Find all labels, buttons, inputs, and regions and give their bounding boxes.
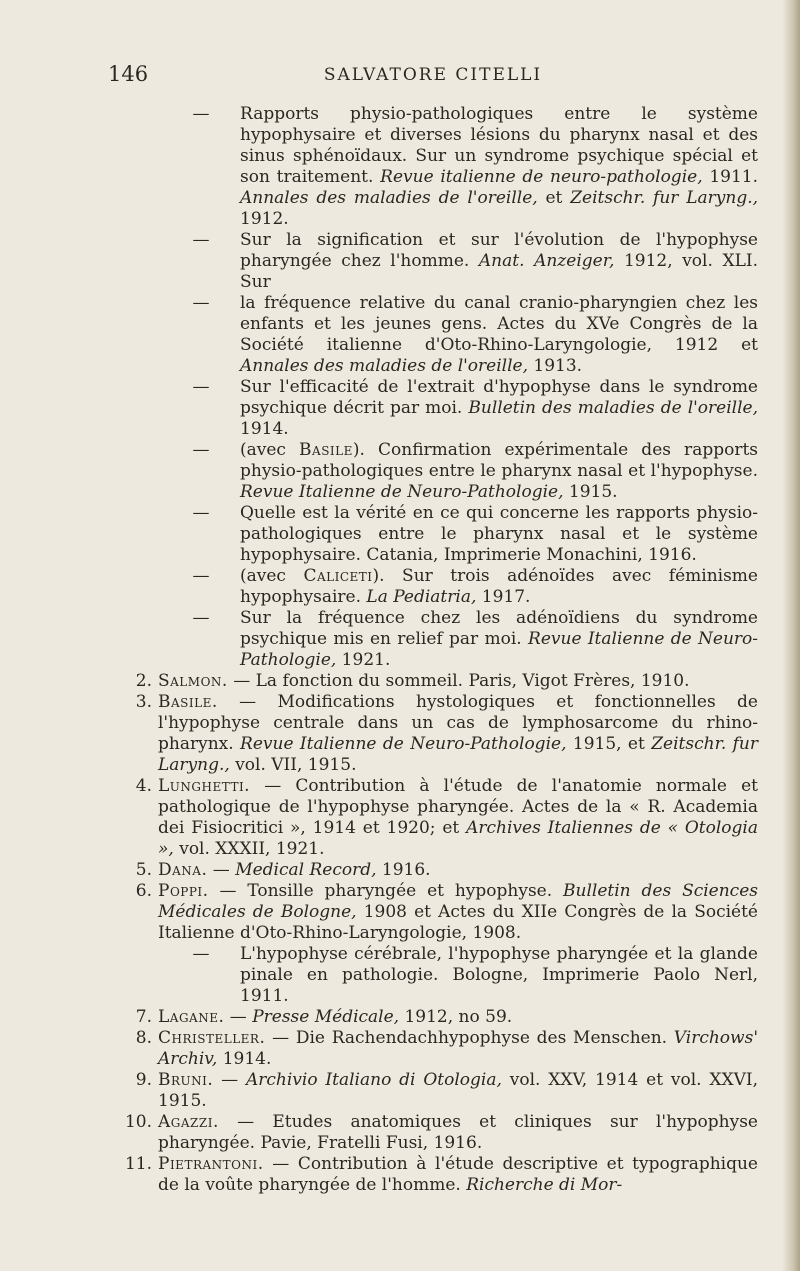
entry-text: 1911. xyxy=(702,167,758,187)
entry-text: 1917. xyxy=(476,587,531,607)
entry-number: 2. xyxy=(135,671,152,691)
reference-subentry xyxy=(108,293,758,377)
citation-title: Revue Italienne de Neuro-Pathologie, xyxy=(240,629,758,670)
reference-entry xyxy=(108,1028,758,1070)
reference-entry xyxy=(108,776,758,860)
entry-text: Sur l'efficacité de l'extrait d'hypophyse dans le syndrome psychique décrit par moi. xyxy=(240,377,758,418)
entry-text: vol. VII, 1915. xyxy=(229,755,357,775)
entry-text: 1916. xyxy=(376,860,431,880)
author-name: Christeller. xyxy=(158,1028,266,1048)
entry-text: — Etudes anatomiques et cliniques sur l'hypophyse pharyngée. Pavie, Fratelli Fusi, 1916. xyxy=(158,1112,758,1153)
entry-text: L'hypophyse cérébrale, l'hypophyse pharyngée et la glande pinale en pathologie. Bologne, Imprimerie Paolo Nerl, 1911. xyxy=(240,944,758,1006)
author-name: Bruni. xyxy=(158,1070,214,1090)
reference-subentry xyxy=(108,377,758,440)
entry-number: 9. xyxy=(135,1070,152,1090)
author-name: Pietrantoni. xyxy=(158,1154,264,1174)
citation-title: Revue italienne de neuro-pathologie, xyxy=(380,167,703,187)
entry-number: 4. xyxy=(135,776,152,796)
entry-text: Sur la signification et sur l'évolution de l'hypophyse pharyngée chez l'homme. xyxy=(240,230,758,271)
entry-text: (avec xyxy=(240,566,304,586)
citation-title: Annales des maladies de l'oreille, xyxy=(240,188,538,208)
entry-text: 1921. xyxy=(336,650,391,670)
entry-text: — xyxy=(213,1070,246,1090)
citation-title: Bulletin des Sciences Médicales de Bologne, xyxy=(158,881,758,922)
reference-entry xyxy=(108,1007,758,1028)
citation-title: Archives Italiennes de « Otologia », xyxy=(158,818,758,859)
entry-text: Sur la fréquence chez les adénoïdiens du syndrome psychique mis en relief par moi. xyxy=(240,608,758,649)
page-number: 146 xyxy=(108,62,149,86)
reference-subentry xyxy=(108,608,758,671)
citation-title: Revue Italienne de Neuro-Pathologie, xyxy=(240,482,564,502)
entry-dash-marker: — xyxy=(192,230,210,250)
author-name: Caliceti xyxy=(303,566,373,586)
citation-title: Zeitschr. fur Laryng., xyxy=(570,188,759,208)
reference-subentry xyxy=(108,566,758,608)
entry-number: 5. xyxy=(135,860,152,880)
reference-subentry xyxy=(108,503,758,566)
author-name: Agazzi. xyxy=(158,1112,219,1132)
reference-entry xyxy=(108,671,758,692)
entry-dash-marker: — xyxy=(192,566,210,586)
entry-text: Quelle est la vérité en ce qui concerne les rapports physio-pathologiques entre le pharynx nasal et le système hypophysaire. Catania, Imprimerie Monachini, 1916. xyxy=(240,503,758,565)
citation-title: La Pediatria, xyxy=(366,587,477,607)
entry-text: 1914. xyxy=(217,1049,272,1069)
entry-text: 1908 et Actes du XIIe Congrès de la Société Italienne d'Oto-Rhino-Laryngologie, 1908. xyxy=(158,902,758,943)
entry-number: 10. xyxy=(124,1112,152,1132)
entry-dash-marker: — xyxy=(192,293,210,313)
entry-dash-marker: — xyxy=(192,608,210,628)
entry-text: la fréquence relative du canal cranio-pharyngien chez les enfants et les jeunes gens. Actes du XVe Congrès de la Société italienne d'Oto-Rhino-Laryngologie, 1912 et xyxy=(240,293,758,355)
citation-title: Medical Record, xyxy=(235,860,377,880)
reference-list xyxy=(108,104,758,1196)
entry-text: ). Confirmation expérimentale des rapports physio-pathologiques entre le pharynx nasal et l'hypophyse. xyxy=(240,440,759,481)
author-name: Lunghetti. xyxy=(158,776,251,796)
reference-entry xyxy=(108,1112,758,1154)
entry-text: — xyxy=(224,1007,253,1027)
entry-dash-marker: — xyxy=(192,104,210,124)
reference-entry xyxy=(108,1154,758,1196)
reference-entry xyxy=(108,692,758,776)
citation-title: Annales des maladies de l'oreille, xyxy=(240,356,528,376)
entry-number: 7. xyxy=(135,1007,152,1027)
entry-text: 1912. xyxy=(240,209,289,229)
reference-subentry xyxy=(108,944,758,1007)
author-name: Basile. xyxy=(158,692,218,712)
citation-title: Virchows' Archiv, xyxy=(158,1028,758,1069)
entry-text: 1915, et xyxy=(566,734,652,754)
entry-text: — Tonsille pharyngée et hypophyse. xyxy=(208,881,564,901)
entry-text: 1915. xyxy=(563,482,618,502)
entry-text: — Die Rachendachhypophyse des Menschen. xyxy=(265,1028,674,1048)
author-name: Salmon. xyxy=(158,671,228,691)
entry-text: — Modifications hystologiques et fonctionnelles de l'hypophyse centrale dans un cas de lymphosarcome du rhino-pharynx. xyxy=(158,692,758,754)
entry-text: 1914. xyxy=(240,419,289,439)
author-name: Lagane. xyxy=(158,1007,225,1027)
entry-text: (avec xyxy=(240,440,300,460)
entry-number: 11. xyxy=(124,1154,152,1174)
page-edge-shadow xyxy=(782,0,800,1271)
entry-dash-marker: — xyxy=(192,944,210,964)
reference-subentry xyxy=(108,104,758,230)
entry-dash-marker: — xyxy=(192,503,210,523)
reference-subentry xyxy=(108,230,758,293)
reference-entry xyxy=(108,1070,758,1112)
running-title: SALVATORE CITELLI xyxy=(323,65,543,85)
entry-number: 8. xyxy=(135,1028,152,1048)
author-name: Poppi. xyxy=(158,881,209,901)
reference-entry xyxy=(108,881,758,944)
citation-title: Presse Médicale, xyxy=(252,1007,400,1027)
entry-number: 6. xyxy=(135,881,152,901)
citation-title: Revue Italienne de Neuro-Pathologie, xyxy=(240,734,567,754)
entry-number: 3. xyxy=(135,692,152,712)
entry-text: — La fonction du sommeil. Paris, Vigot Frères, 1910. xyxy=(227,671,690,691)
entry-text: — Contribution à l'étude descriptive et typographique de la voûte pharyngée de l'homme. xyxy=(158,1154,758,1195)
entry-text: vol. XXV, 1914 et vol. XXVI, 1915. xyxy=(158,1070,759,1111)
entry-text: ). Sur trois adénoïdes avec féminisme hypophysaire. xyxy=(240,566,758,607)
entry-text: Rapports physio-pathologiques entre le système hypophysaire et diverses lésions du pharynx nasal et des sinus sphénoïdaux. Sur un syndrome psychique spécial et son traitement. xyxy=(240,104,758,187)
author-name: Basile xyxy=(299,440,353,460)
citation-title: Zeitschr. fur Laryng., xyxy=(158,734,758,775)
entry-text: — Contribution à l'étude de l'anatomie normale et pathologique de l'hypophyse pharyngée. Actes de la « R. Academia dei Fisiocritici », 1914 et 1920; et xyxy=(158,776,758,838)
entry-text: et xyxy=(537,188,571,208)
reference-subentry xyxy=(108,440,758,503)
reference-entry xyxy=(108,860,758,881)
entry-text: — xyxy=(207,860,236,880)
entry-dash-marker: — xyxy=(192,377,210,397)
citation-title: Archivio Italiano di Otologia, xyxy=(246,1070,502,1090)
citation-title: Richerche di Mor- xyxy=(466,1175,623,1195)
entry-text: 1912, vol. XLI. Sur xyxy=(240,251,758,292)
entry-text: 1913. xyxy=(528,356,583,376)
entry-dash-marker: — xyxy=(192,440,210,460)
citation-title: Bulletin des maladies de l'oreille, xyxy=(468,398,759,418)
author-name: Dana. xyxy=(158,860,208,880)
citation-title: Anat. Anzeiger, xyxy=(478,251,615,271)
entry-text: 1912, no 59. xyxy=(399,1007,513,1027)
entry-text: vol. XXXII, 1921. xyxy=(173,839,325,859)
